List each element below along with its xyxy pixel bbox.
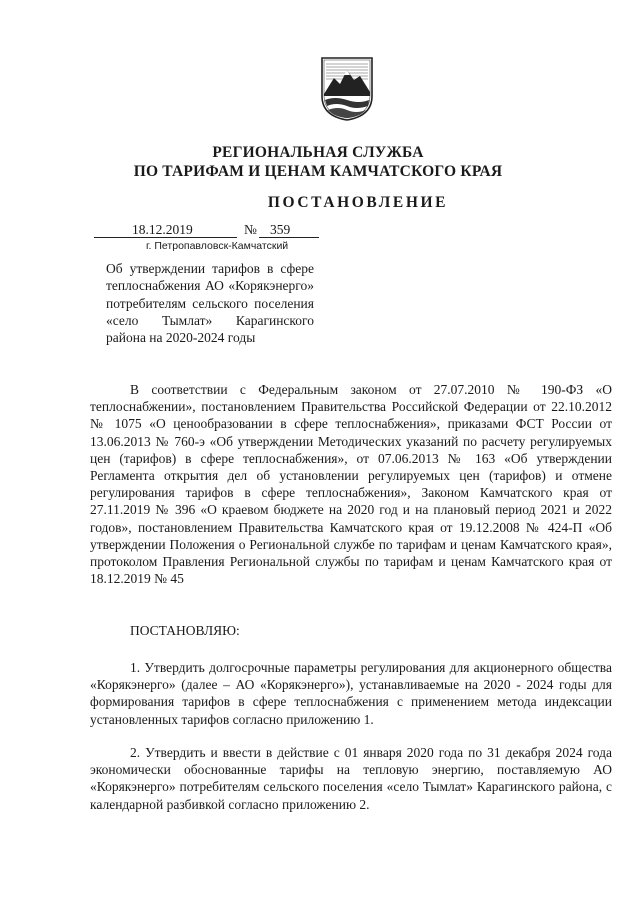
date-underline — [94, 237, 237, 238]
number-underline — [259, 237, 319, 238]
document-subject: Об утверждении тарифов в сфере теплоснабжения АО «Корякэнерго» потребителям сельского поселения «село Тымлат» Карагинского района на 2020-2024 годы — [106, 261, 314, 346]
document-date: 18.12.2019 — [132, 222, 193, 237]
preamble-paragraph: В соответствии с Федеральным законом от 27.07.2010 № 190-ФЗ «О теплоснабжении», постановлением Правительства Российской Федерации от 22.10.2012 № 1075 «О ценообразовании в сфере теплоснабжения», приказами ФСТ России от 13.06.2013 № 760-э «Об утверждении Методических указаний по расчету регулируемых цен (тарифов) в сфере теплоснабжения», от 07.06.2013 № 163 «Об утверждении Регламента открытия дел об установлении регулируемых цен (тарифов) и отмене регулирования тарифов в сфере теплоснабжения», Законом Камчатского края от 27.11.2019 № 396 «О краевом бюджете на 2020 год и на плановый период 2021 и 2022 годов», постановлением Правительства Камчатского края от 19.12.2008 № 424-П «Об утверждении Положения о Региональной службе по тарифам и ценам Камчатского края», протоколом Правления Региональной службы по тарифам и ценам Камчатского края от 18.12.2019 № 45 — [90, 382, 612, 587]
city-label: г. Петропавловск-Камчатский — [146, 240, 289, 252]
agency-name-line1: РЕГИОНАЛЬНАЯ СЛУЖБА — [212, 144, 424, 161]
number-sign: № — [244, 222, 257, 237]
agency-name-line2: ПО ТАРИФАМ И ЦЕНАМ КАМЧАТСКОГО КРАЯ — [133, 163, 503, 180]
document-number: 359 — [270, 222, 291, 237]
item-1-paragraph: 1. Утвердить долгосрочные параметры регулирования для акционерного общества «Корякэнерго» (далее – АО «Корякэнерго»), устанавливаемые на 2020 - 2024 годы для формирования тарифов в сфере теплоснабжения с применением метода индексации установленных тарифов согласно приложению 1. — [90, 660, 612, 727]
document-type-title: ПОСТАНОВЛЕНИЕ — [267, 194, 449, 211]
item-2-paragraph: 2. Утвердить и ввести в действие с 01 января 2020 года по 31 декабря 2024 года экономически обоснованные тарифы на тепловую энергию, поставляемую АО «Корякэнерго» потребителям сельского поселения «село Тымлат» Карагинского района, с календарной разбивкой согласно приложению 2. — [90, 745, 612, 812]
kamchatka-coat-of-arms-icon — [320, 56, 374, 122]
resolve-heading: ПОСТАНОВЛЯЮ: — [130, 623, 240, 638]
date-number-row — [94, 222, 322, 238]
